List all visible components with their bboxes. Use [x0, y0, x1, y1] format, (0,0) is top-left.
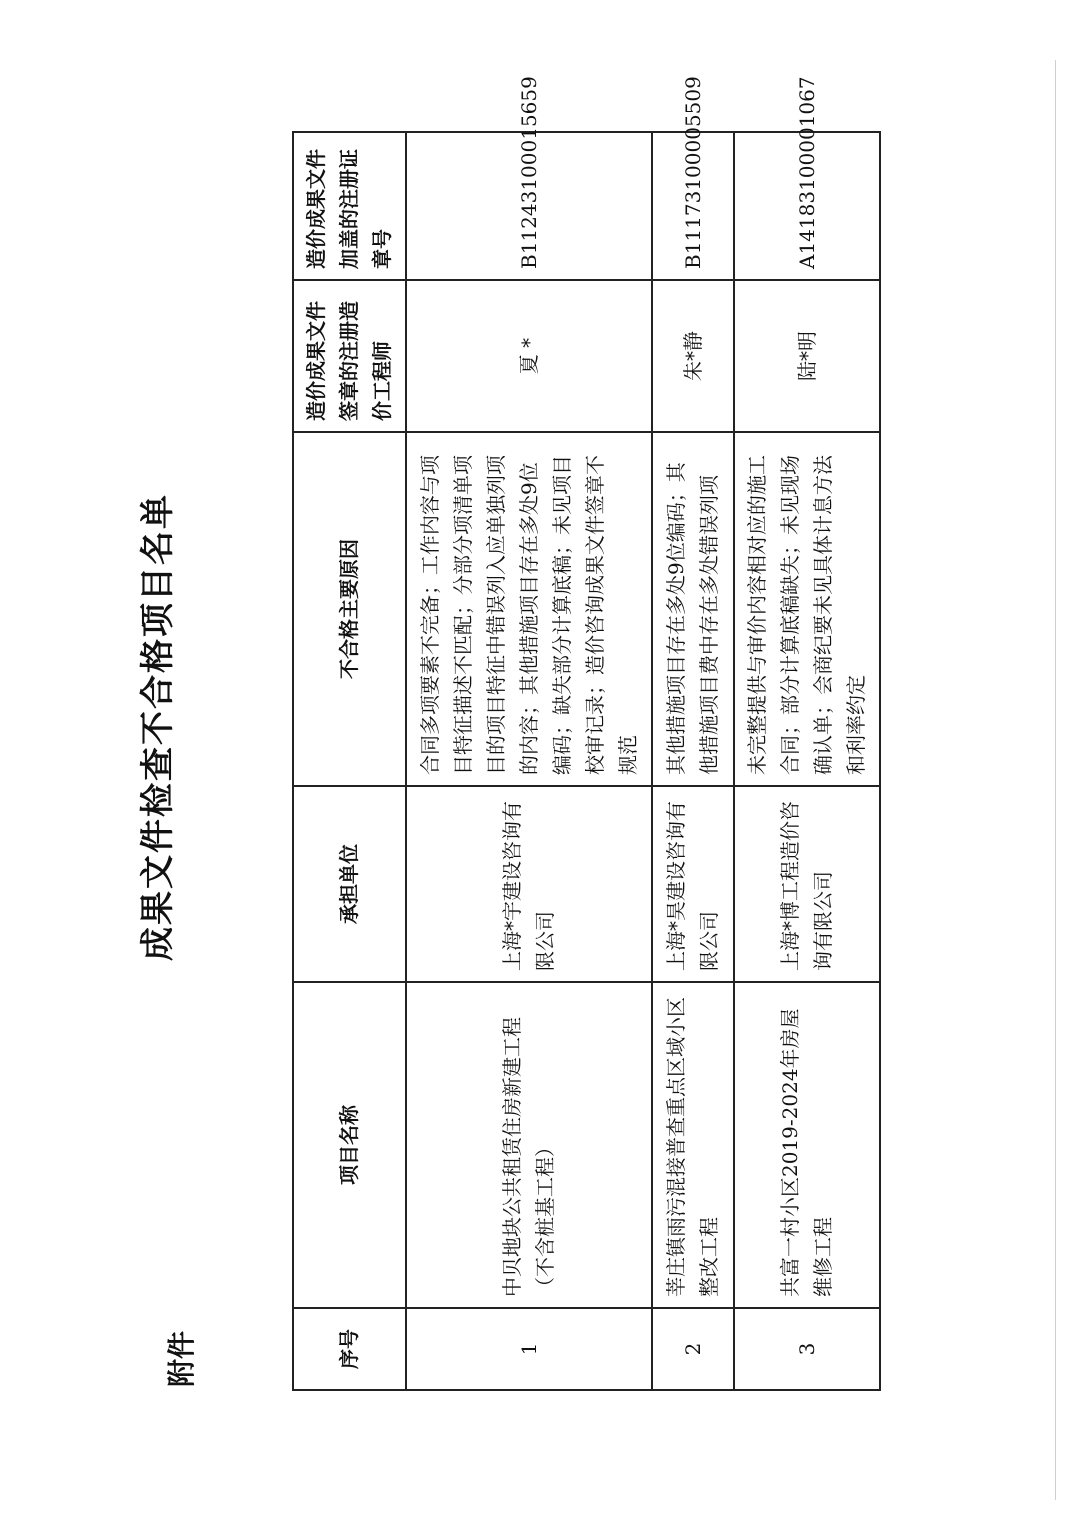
noncompliant-projects-table	[292, 76, 881, 1391]
cell-serial-number: 2	[652, 1308, 734, 1390]
cell-engineer: 夏 *	[406, 280, 652, 432]
header-company: 承担单位	[293, 786, 406, 982]
table-header-row	[293, 132, 406, 1390]
cell-company: 上海*昊建设咨询有限公司	[652, 786, 734, 982]
header-project-name: 项目名称	[293, 982, 406, 1308]
cell-project-name: 莘庄镇雨污混接普查重点区域小区整改工程	[652, 982, 734, 1308]
table-row	[406, 132, 652, 1390]
cell-certificate-number: A14183100001067	[734, 132, 880, 280]
cell-serial-number: 1	[406, 1308, 652, 1390]
cell-reason: 其他措施项目存在多处9位编码；其他措施项目费中存在多处错误列项	[652, 432, 734, 786]
cell-company: 上海*宇建设咨询有限公司	[406, 786, 652, 982]
header-serial-number: 序号	[293, 1308, 406, 1390]
table-row	[734, 132, 880, 1390]
cell-reason: 未完整提供与审价内容相对应的施工合同；部分计算底稿缺失；未见现场确认单；会商纪要未见具体计息方法和利率约定	[734, 432, 880, 786]
cell-engineer: 朱*静	[652, 280, 734, 432]
header-certificate-number: 造价成果文件加盖的注册证章号	[293, 132, 406, 280]
document-title: 成果文件检查不合格项目名单	[138, 493, 178, 961]
cell-certificate-number: B11243100015659	[406, 132, 652, 280]
cell-company: 上海*博工程造价咨询有限公司	[734, 786, 880, 982]
attachment-label: 附件	[165, 1330, 198, 1387]
cell-engineer: 陆*明	[734, 280, 880, 432]
header-reason: 不合格主要原因	[293, 432, 406, 786]
header-engineer: 造价成果文件签章的注册造价工程师	[293, 280, 406, 432]
cell-certificate-number: B11173100005509	[652, 132, 734, 280]
cell-project-name: 共富一村小区2019-2024年房屋维修工程	[734, 982, 880, 1308]
cell-serial-number: 3	[734, 1308, 880, 1390]
table-row	[652, 132, 734, 1390]
cell-project-name: 中贝地块公共租赁住房新建工程（不含桩基工程）	[406, 982, 652, 1308]
cell-reason: 合同多项要素不完备；工作内容与项目特征描述不匹配；分部分项清单项目的项目特征中错误列入应单独列项的内容；其他措施项目存在多处9位编码；缺失部分计算底稿；未见项目校审记录；造价咨询成果文件签章不规范	[406, 432, 652, 786]
